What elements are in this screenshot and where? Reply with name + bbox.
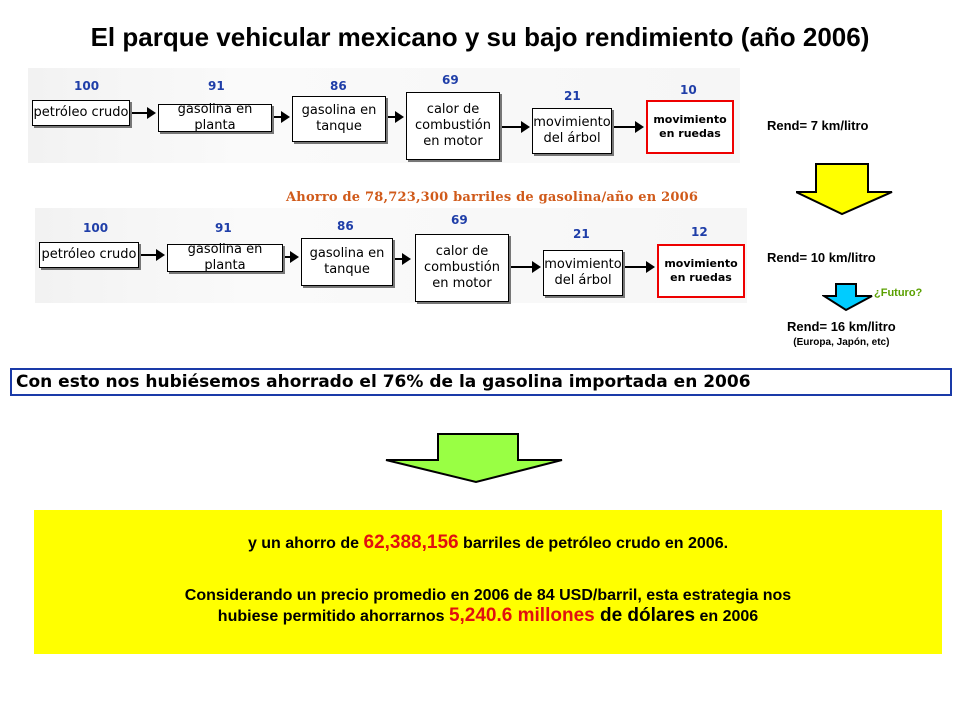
value-label: 100	[74, 79, 100, 93]
flow-chain-1	[28, 68, 740, 163]
value-label: 86	[330, 79, 347, 93]
text-segment: hubiese permitido ahorrarnos	[217, 608, 449, 626]
node-engine-heat: calor de combustión en motor	[415, 234, 509, 302]
text-segment: barriles de petróleo crudo en 2006.	[458, 535, 729, 552]
node-wheel-motion: movimiento en ruedas	[657, 244, 745, 298]
node-shaft-motion: movimiento del árbol	[532, 108, 612, 154]
node-tank-gasoline: gasolina en tanque	[301, 238, 393, 286]
flow-arrow	[395, 258, 409, 260]
future-label: ¿Futuro?	[874, 287, 923, 299]
value-label: 21	[573, 227, 590, 241]
flow-arrow	[614, 126, 642, 128]
flow-arrow	[285, 256, 297, 258]
flow-arrow	[141, 254, 163, 256]
efficiency-label-2: Rend= 10 km/litro	[767, 250, 876, 265]
node-wheel-motion: movimiento en ruedas	[646, 100, 734, 154]
future-efficiency: Rend= 16 km/litro	[787, 319, 896, 334]
value-label: 69	[451, 213, 468, 227]
value-label: 21	[564, 89, 581, 103]
flow-chain-2	[35, 208, 747, 303]
text-segment: de dólares	[594, 605, 696, 627]
conclusion-banner: Con esto nos hubiésemos ahorrado el 76% de la gasolina importada en 2006	[10, 368, 952, 396]
node-tank-gasoline: gasolina en tanque	[292, 96, 386, 142]
money-savings-value: 5,240.6 millones	[448, 605, 595, 627]
flow-arrow	[132, 112, 154, 114]
node-crude-oil: petróleo crudo	[39, 242, 139, 268]
node-plant-gasoline: gasolina en planta	[167, 244, 283, 272]
page-title: El parque vehicular mexicano y su bajo rendimiento (año 2006)	[90, 22, 870, 52]
value-label: 91	[208, 79, 225, 93]
value-label: 12	[691, 225, 708, 239]
cyan-down-arrow	[822, 282, 874, 312]
efficiency-label-1: Rend= 7 km/litro	[767, 118, 869, 133]
flow-arrow	[625, 266, 653, 268]
text-segment: Considerando un precio promedio en 2006 de 84 USD/barril, esta estrategia nos	[184, 587, 792, 604]
arrow-shape	[796, 164, 892, 214]
node-engine-heat: calor de combustión en motor	[406, 92, 500, 160]
yellow-down-arrow	[796, 162, 896, 216]
flow-arrow	[502, 126, 528, 128]
text-segment: en 2006	[695, 608, 759, 626]
savings-note: Ahorro de 78,723,300 barriles de gasolina/año en 2006	[286, 190, 699, 205]
value-label: 86	[337, 219, 354, 233]
text-segment: y un ahorro de	[247, 535, 364, 552]
value-label: 10	[680, 83, 697, 97]
node-plant-gasoline: gasolina en planta	[158, 104, 272, 132]
node-crude-oil: petróleo crudo	[32, 100, 130, 126]
arrow-shape	[824, 284, 872, 310]
crude-savings-value: 62,388,156	[363, 532, 459, 553]
flow-arrow	[388, 116, 402, 118]
future-efficiency-note: (Europa, Japón, etc)	[793, 337, 890, 348]
node-shaft-motion: movimiento del árbol	[543, 250, 623, 296]
flow-arrow	[274, 116, 288, 118]
efficiency-label-3	[787, 319, 896, 348]
green-down-arrow	[384, 432, 564, 484]
value-label: 69	[442, 73, 459, 87]
arrow-shape	[386, 434, 562, 482]
crude-savings-line	[34, 532, 942, 554]
money-savings-line	[34, 586, 942, 628]
value-label: 91	[215, 221, 232, 235]
summary-box	[34, 510, 942, 654]
flow-arrow	[511, 266, 539, 268]
value-label: 100	[83, 221, 109, 235]
